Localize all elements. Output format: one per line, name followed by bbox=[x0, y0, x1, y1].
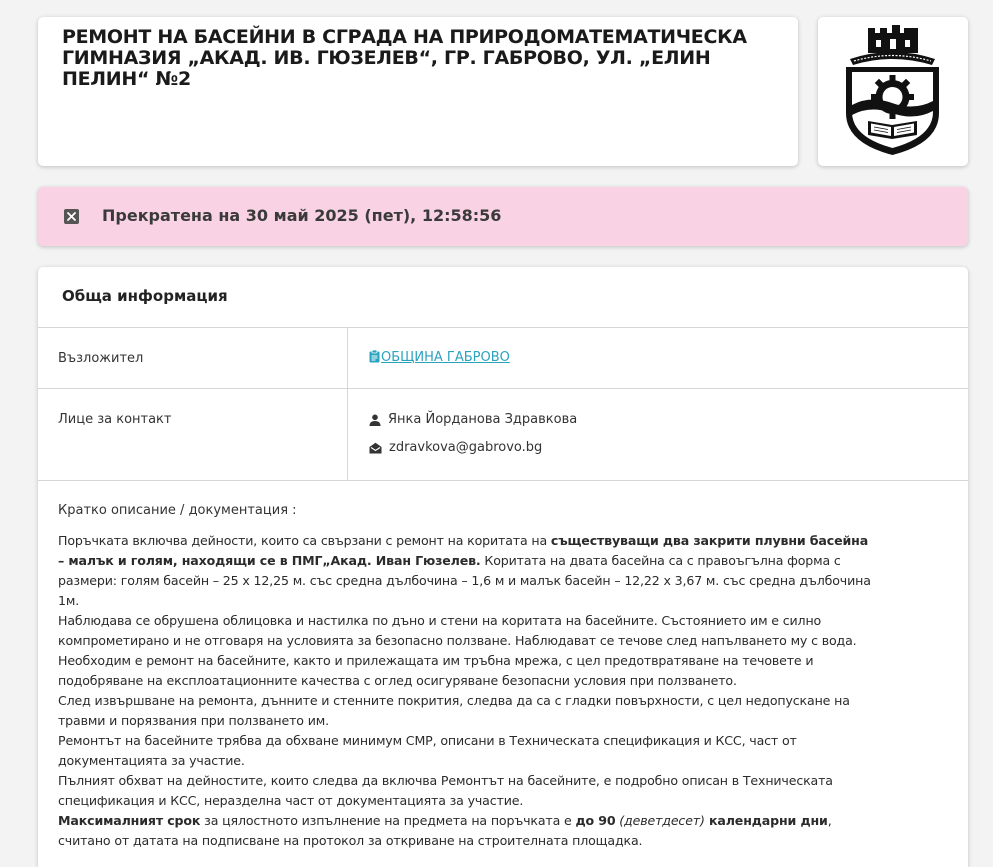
logo-card bbox=[818, 17, 968, 166]
general-info-card bbox=[38, 267, 968, 867]
clipboard-icon bbox=[369, 350, 380, 363]
divider bbox=[38, 480, 968, 481]
divider bbox=[38, 327, 968, 328]
text-span: , считано от датата на подписване на протокол за откриване на строителната площадка. bbox=[58, 813, 832, 848]
section-title: Обща информация bbox=[62, 287, 228, 305]
contact-email bbox=[369, 440, 542, 455]
contractor-label: Възложител bbox=[58, 351, 144, 366]
contact-person-name: Янка Йорданова Здравкова bbox=[388, 412, 578, 427]
person-icon bbox=[369, 414, 381, 426]
gabrovo-coat-of-arms-icon bbox=[840, 25, 945, 158]
description-paragraph bbox=[58, 811, 873, 851]
bold-span: до 90 bbox=[575, 813, 616, 828]
contact-label: Лице за контакт bbox=[58, 412, 172, 427]
page-title: РЕМОНТ НА БАСЕЙНИ В СГРАДА НА ПРИРОДОМАТЕМАТИЧЕСКА ГИМНАЗИЯ „АКАД. ИВ. ГЮЗЕЛЕВ“, ГР. ГАБРОВО, УЛ. „ЕЛИН ПЕЛИН“ №2 bbox=[62, 26, 747, 90]
status-banner bbox=[38, 187, 968, 246]
description-label: Кратко описание / документация : bbox=[58, 503, 297, 518]
bold-span: съществуващи два закрити плувни басейна – малък и голям, находящи се в ПМГ„Акад. Иван Гюзелев. bbox=[58, 533, 869, 568]
description-text bbox=[58, 531, 873, 851]
status-text: Прекратена на 30 май 2025 (пет), 12:58:56 bbox=[102, 206, 502, 225]
envelope-open-icon bbox=[369, 442, 382, 454]
contractor-value bbox=[369, 350, 510, 365]
description-paragraph: След извършване на ремонта, дъннитe и стенните покрития, следва да са с гладки повърхности, с цел недопускане на травми и порязвания при ползването им. bbox=[58, 693, 850, 728]
text-span: за цялостното изпълнение на предмета на поръчката е bbox=[200, 813, 576, 828]
description-paragraph: Пълният обхват на дейностите, които следва да включва Ремонтът на басейните, е подробно описан в Техническата спецификация и КСС, неразделна част от документацията за участие. bbox=[58, 773, 833, 808]
bold-span: календарни дни bbox=[704, 813, 828, 828]
description-paragraph: Необходим е ремонт на басейните, както и прилежащата им тръбна мрежа, с цел предотвратяване на течовете и подобряване на експлоатационните качества с оглед осигуряване безопасни условия при ползването. bbox=[58, 653, 814, 688]
text-span: Поръчката включва дейности, които са свързани с ремонт на коритата на bbox=[58, 533, 551, 548]
description-paragraph bbox=[58, 531, 873, 611]
divider bbox=[38, 388, 968, 389]
text-span: Коритата на двата басейна са с правоъгълна форма с размери: голям басейн – 25 х 12,25 м. със средна дълбочина – 1,6 м и малък басейн – 12,22 х 3,67 м. със средна дълбочина 1м. bbox=[58, 553, 871, 608]
contact-person bbox=[369, 412, 577, 427]
contact-email-text: zdravkova@gabrovo.bg bbox=[389, 440, 543, 455]
close-square-icon bbox=[64, 209, 79, 224]
italic-span: (деветдесет) bbox=[615, 813, 705, 828]
column-divider bbox=[347, 327, 348, 480]
bold-span: Максималният срок bbox=[58, 813, 201, 828]
description-paragraph: Наблюдава се обрушена облицовка и настилка по дъно и стени на коритата на басейните. Състоянието им е силно компрометирано и не отговаря на условията за безопасно ползване. Наблюдават се течове след напълването му с вода. bbox=[58, 613, 857, 648]
title-card bbox=[38, 17, 798, 166]
contractor-link[interactable]: ОБЩИНА ГАБРОВО bbox=[381, 350, 510, 365]
description-paragraph: Ремонтът на басейните трябва да обхване минимум СМР, описани в Техническата спецификация и КСС, част от документацията за участие. bbox=[58, 733, 797, 768]
